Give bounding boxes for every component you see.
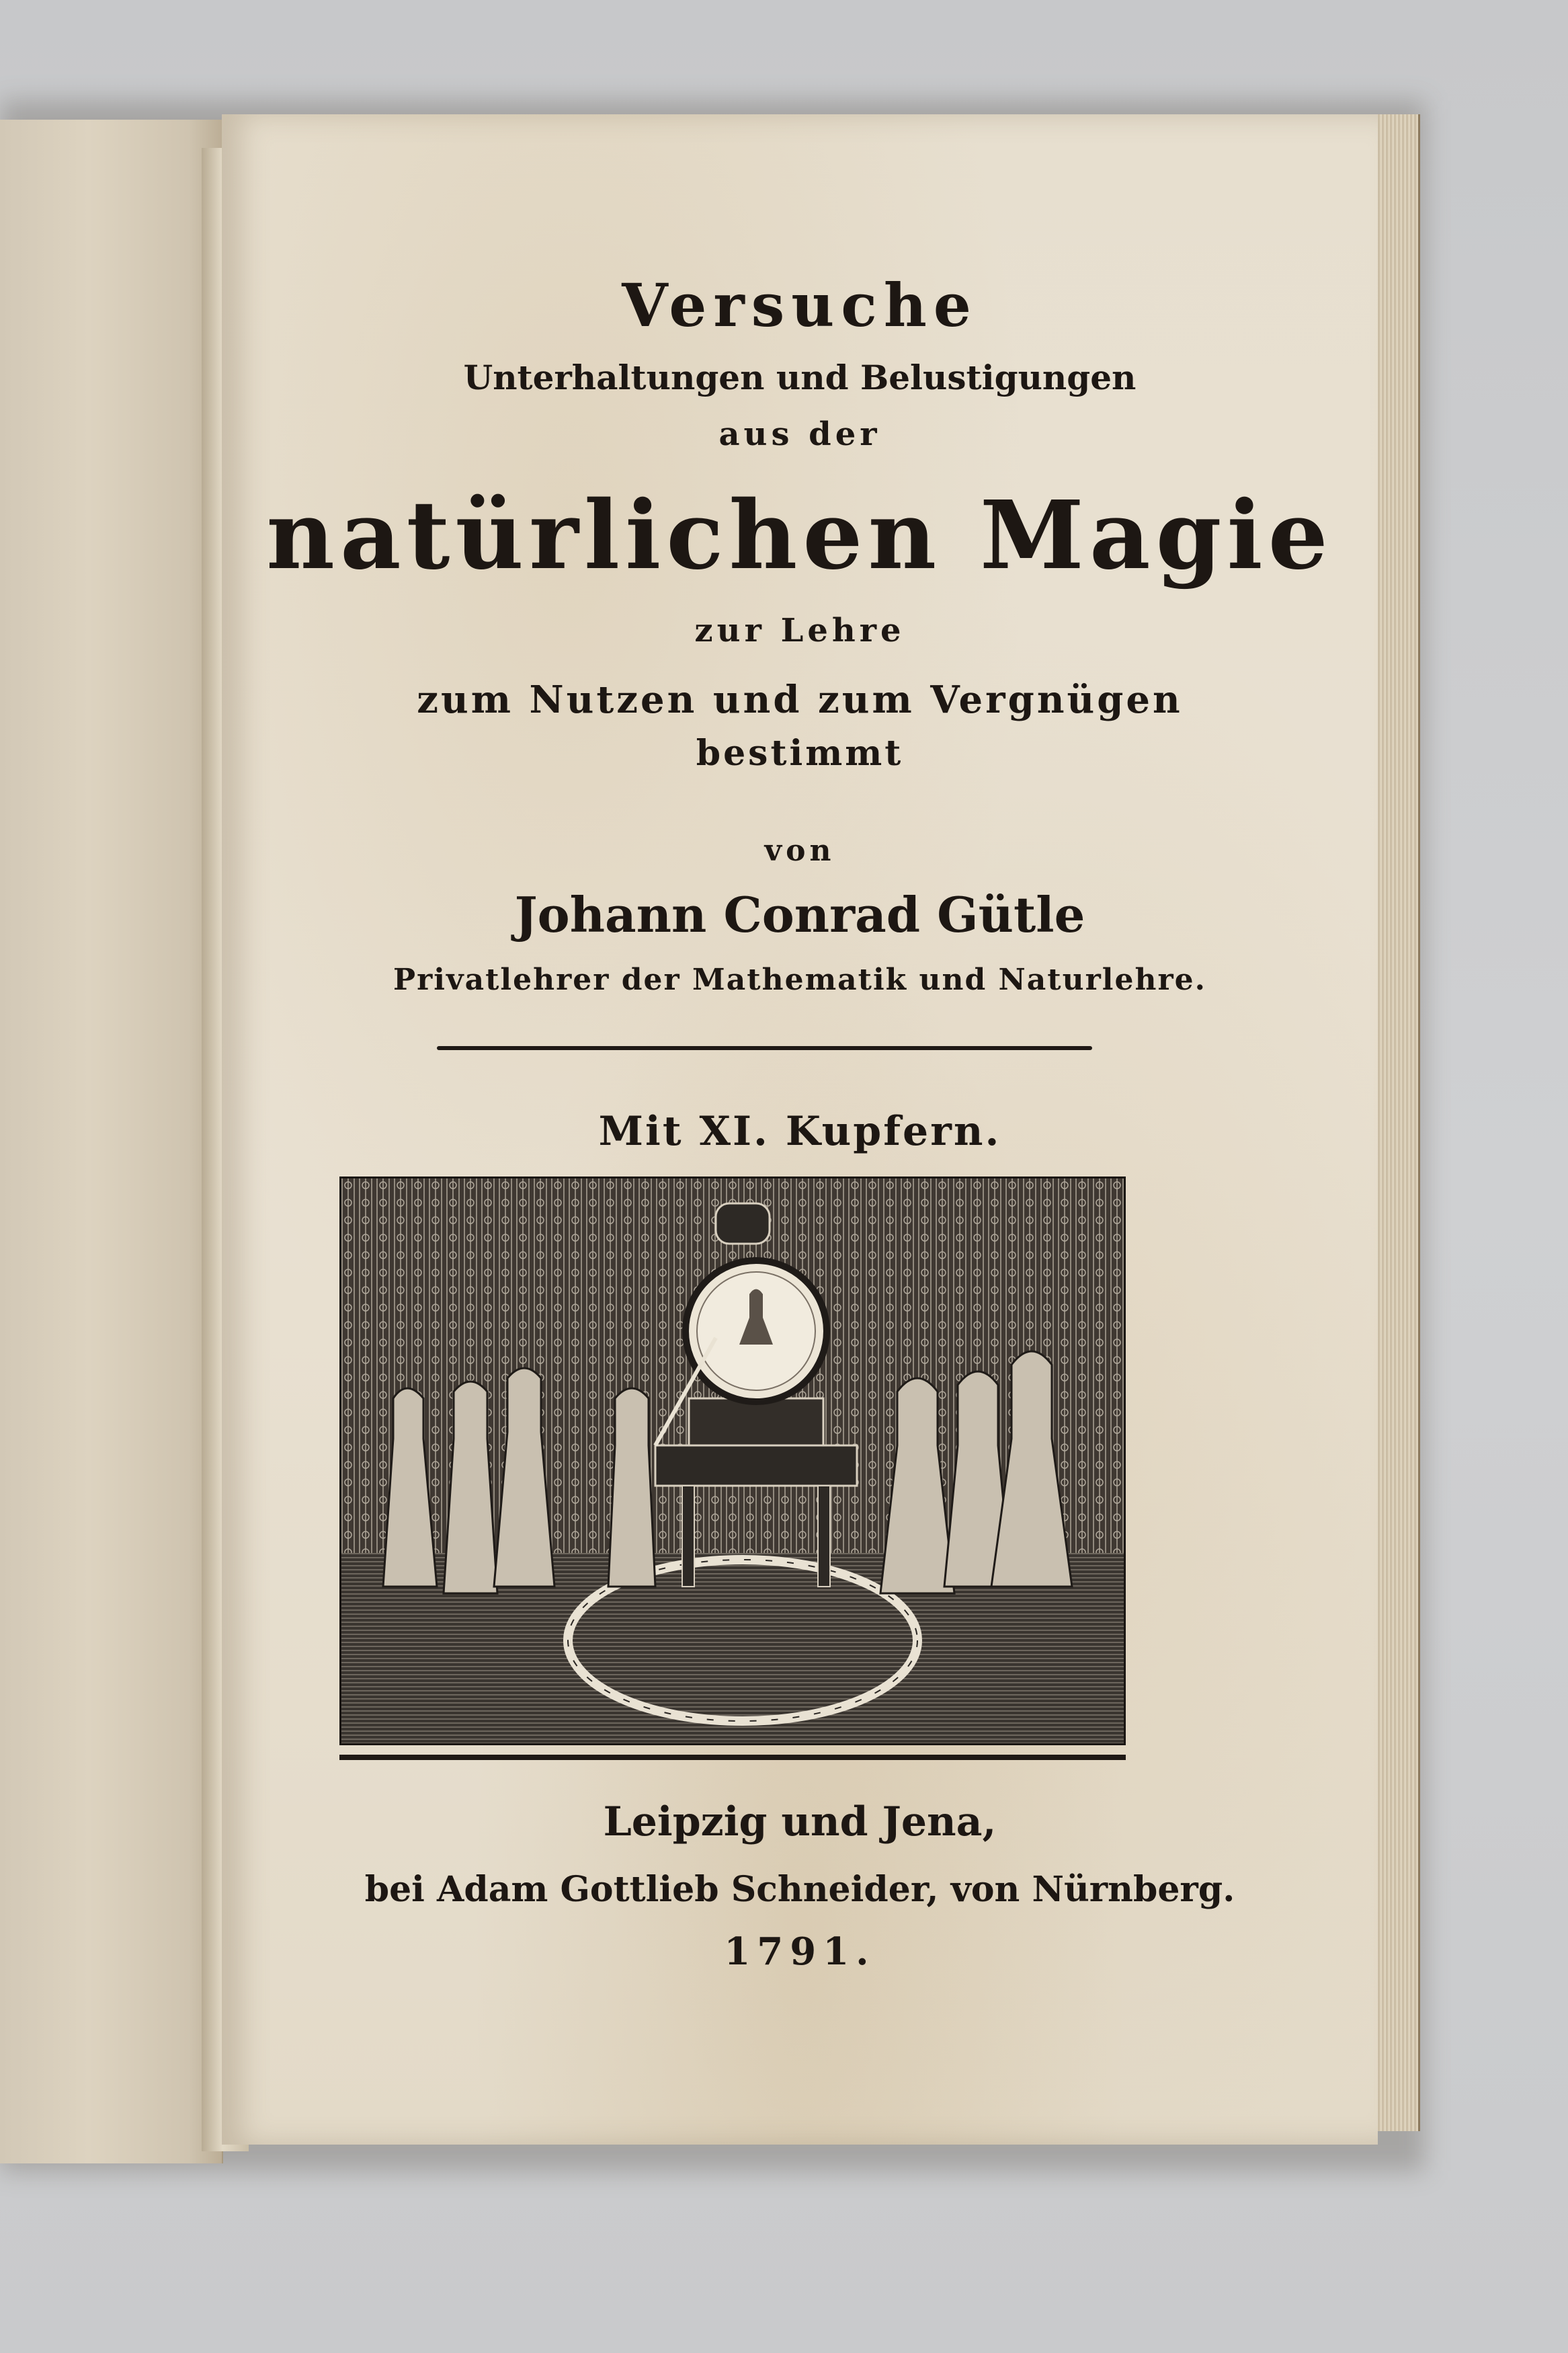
author-name: Johann Conrad Gütle xyxy=(514,886,1085,943)
title-line-unterhaltungen: Unterhaltungen und Belustigungen xyxy=(463,358,1137,397)
by-line: von xyxy=(764,834,835,868)
page-edges xyxy=(1371,114,1420,2131)
title-line-versuche: Versuche xyxy=(622,270,978,340)
divider-rule xyxy=(437,1046,1092,1050)
title-line-zum-nutzen: zum Nutzen und zum Vergnügen xyxy=(417,678,1183,722)
author-title: Privatlehrer der Mathematik und Naturlehre. xyxy=(393,963,1206,997)
title-line-aus-der: aus der xyxy=(718,415,881,453)
imprint-place: Leipzig und Jena, xyxy=(603,1798,997,1845)
title-line-zur-lehre: zur Lehre xyxy=(694,612,905,649)
divider-rule-bottom xyxy=(339,1755,1126,1760)
left-endpaper xyxy=(0,120,223,2163)
magic-mirror-engraving xyxy=(339,1176,1126,1745)
imprint-publisher: bei Adam Gottlieb Schneider, von Nürnberg. xyxy=(364,1869,1235,1910)
title-page xyxy=(222,114,1378,2145)
imprint-year: 1791. xyxy=(724,1929,876,1974)
title-line-bestimmt: bestimmt xyxy=(696,733,904,774)
main-title: natürlichen Magie xyxy=(266,481,1333,591)
plates-note: Mit XI. Kupfern. xyxy=(598,1108,1001,1155)
